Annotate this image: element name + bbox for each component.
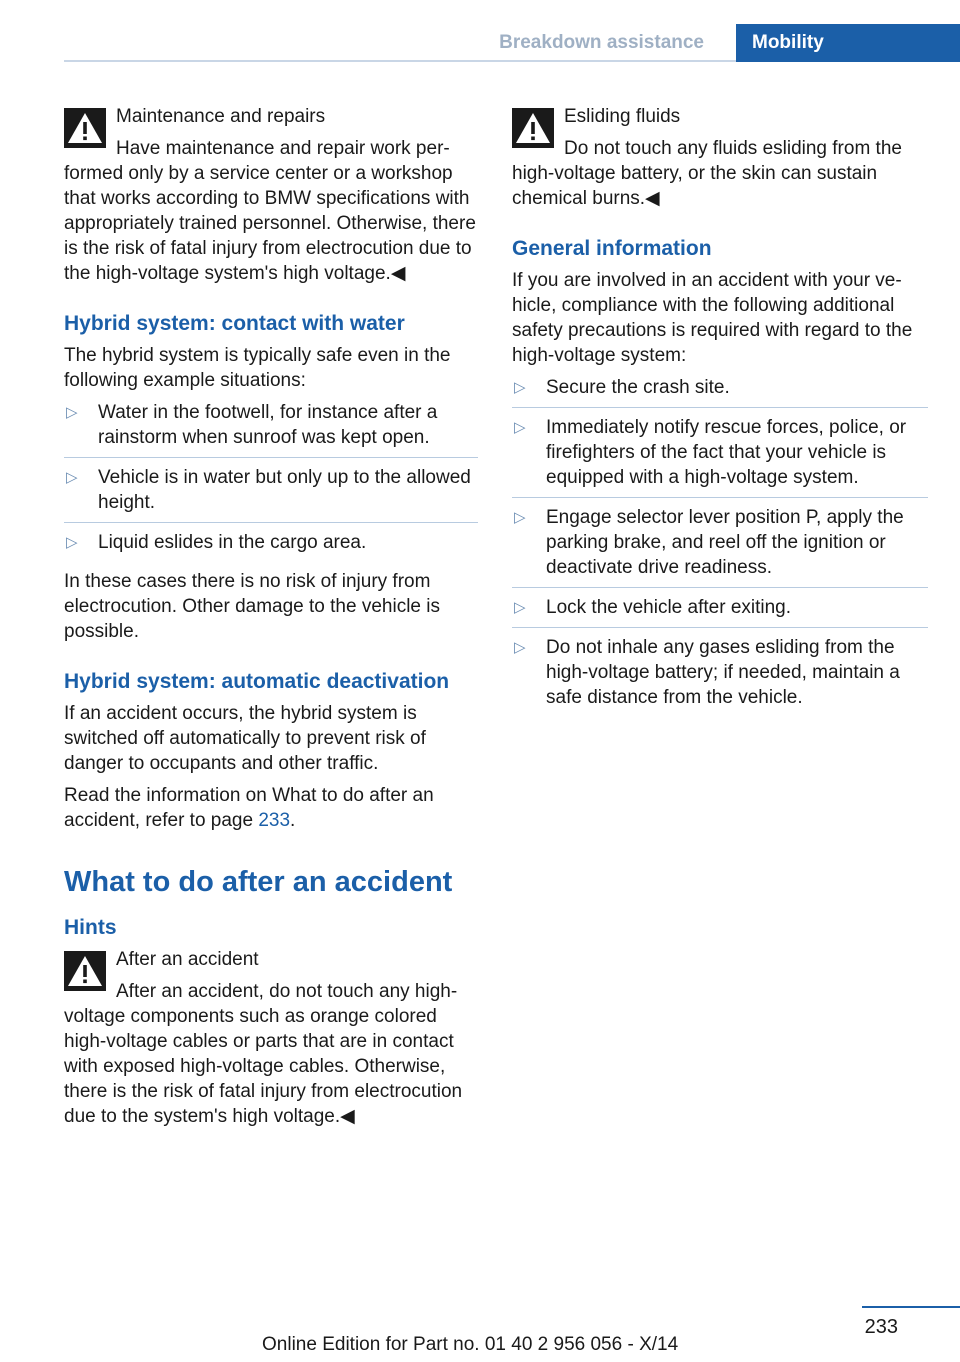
footer-rule <box>862 1306 960 1308</box>
triangle-bullet-icon: ▷ <box>514 419 526 436</box>
triangle-bullet-icon: ▷ <box>66 534 78 551</box>
warning-text: After an accident, do not touch any high-voltage components such as orange colored high-voltage cables or parts that are in contact with exposed high-voltage cables. Otherwise, there is the risk of fatal injury from electrocution due to the system's high voltage.◀ <box>64 981 463 1127</box>
water-intro: The hybrid system is typically safe even in the following example situations: <box>64 345 451 391</box>
triangle-bullet-icon: ▷ <box>514 599 526 616</box>
warning-icon <box>512 108 554 148</box>
header-section-title: Breakdown assistance <box>499 32 704 53</box>
list-item: ▷ Secure the crash site. <box>512 375 928 408</box>
accident-steps-list <box>512 375 928 717</box>
deactivation-text: If an accident occurs, the hybrid system is switched off automatically to prevent risk of danger to occupants and other traffic. <box>64 703 426 774</box>
page-number: 233 <box>864 1316 898 1338</box>
general-text: If you are involved in an accident with your vehicle, compliance with the following additional safety precautions is required with regard to the high-voltage system: <box>512 270 913 366</box>
edition-line: Online Edition for Part no. 01 40 2 956 056 - X/14 <box>262 1334 679 1355</box>
heading-after-accident: What to do after an accident <box>64 866 453 898</box>
triangle-bullet-icon: ▷ <box>66 469 78 486</box>
heading-hints: Hints <box>64 916 117 939</box>
heading-general-information: General information <box>512 237 712 260</box>
warning-esliding-fluids <box>512 104 928 211</box>
warning-text: Have maintenance and repair work performed only by a service center or a workshop that works according to BMW specifications with appropriately trained personnel. Otherwise, there is the risk of fatal injury from electrocution due to the high-voltage system's high voltage.◀ <box>64 138 476 284</box>
water-outro: In these cases there is no risk of injury from electrocution. Other damage to the vehicle is possible. <box>64 571 440 642</box>
heading-auto-deactivation: Hybrid system: automatic deactivation <box>64 670 450 693</box>
list-item: ▷ Immediately notify rescue forces, police, or firefighters of the fact that your vehicle is equipped with a high-voltage system. <box>512 415 928 498</box>
triangle-bullet-icon: ▷ <box>514 379 526 396</box>
list-item: ▷ Water in the footwell, for instance after a rainstorm when sunroof was kept open. <box>64 400 478 458</box>
heading-contact-water: Hybrid system: contact with water <box>64 312 405 335</box>
page-header <box>0 24 960 62</box>
water-list <box>64 400 478 562</box>
warning-title: Maintenance and repairs <box>116 106 326 127</box>
list-item: ▷ Do not inhale any gases esliding from the high-voltage battery; if needed, maintain a safe distance from the vehicle. <box>514 637 900 708</box>
triangle-bullet-icon: ▷ <box>514 509 526 526</box>
warning-title: Esliding fluids <box>564 106 681 127</box>
list-item: ▷ Lock the vehicle after exiting. <box>512 595 928 628</box>
warning-title: After an accident <box>116 949 259 970</box>
left-column <box>64 104 478 1136</box>
warning-text: Do not touch any fluids esliding from the high-voltage battery, or the skin can sustain chemical burns.◀ <box>512 138 902 209</box>
warning-icon <box>64 951 106 991</box>
list-item: ▷ Vehicle is in water but only up to the allowed height. <box>64 465 478 523</box>
warning-after-accident <box>64 947 478 1129</box>
header-chapter-tab: Mobility <box>736 24 960 62</box>
triangle-bullet-icon: ▷ <box>66 404 78 421</box>
right-column <box>512 104 928 724</box>
warning-maintenance <box>64 104 478 286</box>
read-info-text: Read the information on What to do after an accident, refer to page 233. <box>64 785 434 831</box>
list-item: ▷ Engage selector lever position P, apply the parking brake, and reel off the ignition or deactivate drive readiness. <box>512 505 928 588</box>
triangle-bullet-icon: ▷ <box>514 639 526 656</box>
page-reference-link[interactable]: 233 <box>258 810 291 831</box>
list-item: ▷ Liquid eslides in the cargo area. <box>66 532 367 553</box>
warning-icon <box>64 108 106 148</box>
